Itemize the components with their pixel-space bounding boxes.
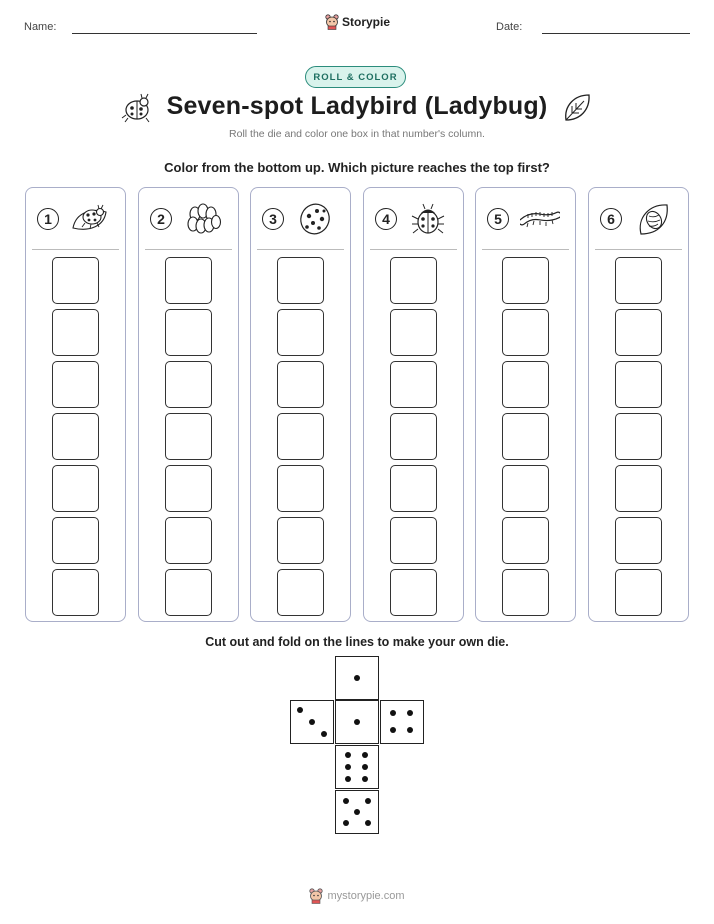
instruction: Color from the bottom up. Which picture reaches the top first? (164, 160, 550, 175)
color-box[interactable] (615, 569, 662, 616)
footer (0, 888, 714, 904)
die-pip (362, 776, 368, 782)
larva-icon (520, 202, 560, 236)
color-box[interactable] (390, 309, 437, 356)
die-face-5 (335, 790, 379, 834)
name-label: Name: (24, 21, 57, 33)
color-box[interactable] (277, 309, 324, 356)
color-box[interactable] (615, 257, 662, 304)
brand-name: Storypie (342, 15, 391, 29)
activity-badge: ROLL & COLOR (305, 66, 406, 88)
die-pip (362, 764, 368, 770)
storypie-mascot-icon (309, 888, 323, 904)
die-pip (407, 710, 413, 716)
color-box[interactable] (277, 569, 324, 616)
color-box[interactable] (52, 309, 99, 356)
subtitle: Roll the die and color one box in that number's column. (229, 128, 485, 140)
color-box[interactable] (165, 517, 212, 564)
color-box[interactable] (52, 413, 99, 460)
color-box[interactable] (52, 569, 99, 616)
column-2 (138, 187, 239, 622)
color-box[interactable] (615, 413, 662, 460)
die-instruction: Cut out and fold on the lines to make your own die. (205, 635, 509, 649)
die-pip (309, 719, 315, 725)
die-face-1 (335, 700, 379, 744)
die-pip (362, 752, 368, 758)
column-number: 2 (150, 208, 172, 230)
color-box[interactable] (390, 361, 437, 408)
column-5 (475, 187, 576, 622)
die-pip (321, 731, 327, 737)
color-box[interactable] (502, 309, 549, 356)
color-box[interactable] (390, 465, 437, 512)
die-pip (365, 798, 371, 804)
die-face-1 (335, 656, 379, 700)
column-number: 5 (487, 208, 509, 230)
color-box[interactable] (390, 257, 437, 304)
color-box[interactable] (502, 413, 549, 460)
color-box[interactable] (277, 413, 324, 460)
date-line[interactable] (542, 33, 690, 34)
die-pip (390, 710, 396, 716)
color-box[interactable] (502, 361, 549, 408)
color-box[interactable] (52, 465, 99, 512)
color-box[interactable] (615, 361, 662, 408)
color-box[interactable] (165, 257, 212, 304)
color-box[interactable] (165, 413, 212, 460)
die-face-6 (335, 745, 379, 789)
column-divider (370, 249, 457, 250)
die-pip (354, 809, 360, 815)
storypie-mascot-icon (325, 14, 339, 30)
color-box[interactable] (390, 413, 437, 460)
color-box[interactable] (165, 361, 212, 408)
column-4 (363, 187, 464, 622)
name-line[interactable] (72, 33, 257, 34)
column-number: 4 (375, 208, 397, 230)
color-box[interactable] (502, 257, 549, 304)
color-box[interactable] (502, 517, 549, 564)
color-box[interactable] (615, 309, 662, 356)
color-box[interactable] (165, 309, 212, 356)
column-divider (32, 249, 119, 250)
die-pip (354, 675, 360, 681)
die-pip (365, 820, 371, 826)
column-divider (257, 249, 344, 250)
die-pip (343, 820, 349, 826)
column-number: 1 (37, 208, 59, 230)
column-divider (145, 249, 232, 250)
ladybird-on-leaf-icon (70, 202, 110, 236)
die-pip (297, 707, 303, 713)
color-box[interactable] (277, 517, 324, 564)
color-box[interactable] (615, 517, 662, 564)
color-box[interactable] (615, 465, 662, 512)
color-box[interactable] (277, 257, 324, 304)
footer-url[interactable]: mystorypie.com (327, 890, 405, 902)
die-face-3 (290, 700, 334, 744)
column-3 (250, 187, 351, 622)
egg-cluster-icon (183, 202, 223, 236)
color-box[interactable] (52, 517, 99, 564)
page-title: Seven-spot Ladybird (Ladybug) (166, 92, 548, 120)
die-pip (345, 752, 351, 758)
color-box[interactable] (165, 465, 212, 512)
color-box[interactable] (277, 465, 324, 512)
color-box[interactable] (52, 257, 99, 304)
ladybug-icon (408, 202, 448, 236)
die-pip (345, 764, 351, 770)
color-box[interactable] (165, 569, 212, 616)
color-box[interactable] (502, 569, 549, 616)
brand-logo (325, 14, 390, 30)
column-number: 3 (262, 208, 284, 230)
die-pip (345, 776, 351, 782)
column-6 (588, 187, 689, 622)
column-number: 6 (600, 208, 622, 230)
pupa-on-leaf-icon (633, 202, 673, 236)
column-divider (595, 249, 682, 250)
date-label: Date: (496, 21, 523, 33)
die-face-4 (380, 700, 424, 744)
ladybird-shell-icon (295, 202, 335, 236)
color-box[interactable] (390, 569, 437, 616)
color-box[interactable] (390, 517, 437, 564)
die-pip (407, 727, 413, 733)
die-pip (354, 719, 360, 725)
color-box[interactable] (502, 465, 549, 512)
column-divider (482, 249, 569, 250)
color-box[interactable] (277, 361, 324, 408)
column-1 (25, 187, 126, 622)
leaf-title-icon (562, 92, 592, 124)
die-net (290, 656, 426, 836)
color-box[interactable] (52, 361, 99, 408)
die-pip (390, 727, 396, 733)
die-pip (343, 798, 349, 804)
